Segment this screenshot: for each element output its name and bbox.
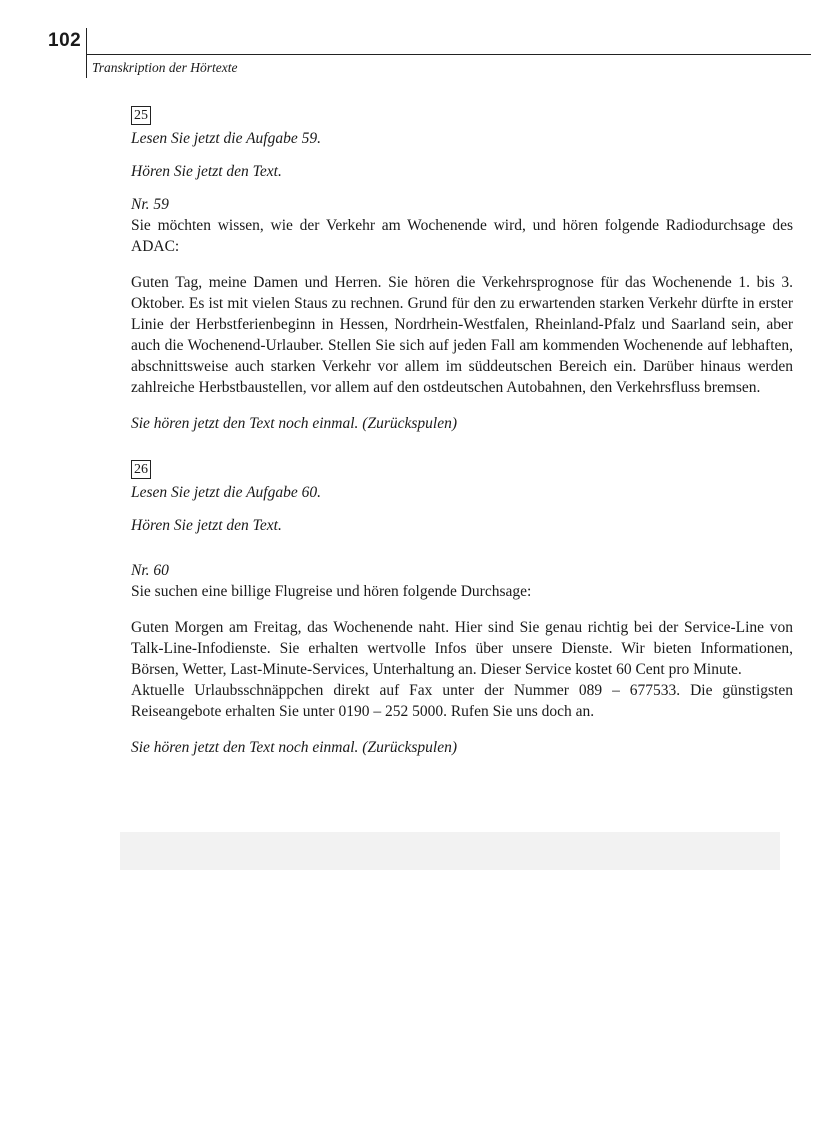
situation-text: Sie möchten wissen, wie der Verkehr am Wochenende wird, und hören folgende Radiodurchsage des ADAC: xyxy=(131,217,793,255)
track-number-box: 26 xyxy=(131,460,151,479)
repeat-instruction: Sie hören jetzt den Text noch einmal. (Zurückspulen) xyxy=(131,739,458,756)
transcript-text-continued: Aktuelle Urlaubsschnäppchen direkt auf Fax unter der Nummer 089 – 677533. Die günstigsten Reiseangebote erhalten Sie unter 0190 – 252 5000. Rufen Sie uns doch an. xyxy=(131,682,793,720)
task-number: Nr. 59 xyxy=(131,196,169,213)
transcript-text: Guten Tag, meine Damen und Herren. Sie hören die Verkehrsprognose für das Wochenende 1. bis 3. Oktober. Es ist mit vielen Staus zu rechnen. Grund für den zu erwartenden starken Verkehr dürfte in erster Linie der Herbstferienbeginn in Hessen, Nordrhein-Westfalen, Rheinland-Pfalz und Saarland sein, aber auch die Wochenend-Urlauber. Stellen Sie sich auf jeden Fall am kommenden Wochenende auf lebhaften, abschnittsweise auch starken Verkehr vor allem im süddeutschen Bereich ein. Darüber hinaus werden zahlreiche Herbstbaustellen, vor allem auf den ostdeutschen Autobahnen, den Verkehrsfluss bremsen. xyxy=(131,274,793,396)
transcript-section-26 xyxy=(131,458,793,758)
task-number: Nr. 60 xyxy=(131,562,169,579)
transcript-section-25 xyxy=(131,104,793,434)
page-content xyxy=(131,104,793,758)
instruction-read-task: Lesen Sie jetzt die Aufgabe 60. xyxy=(131,484,321,501)
page-number: 102 xyxy=(48,30,82,51)
header-horizontal-rule xyxy=(86,54,811,55)
running-head: Transkription der Hörtexte xyxy=(92,60,238,75)
instruction-read-task: Lesen Sie jetzt die Aufgabe 59. xyxy=(131,130,321,147)
transcript-text: Guten Morgen am Freitag, das Wochenende naht. Hier sind Sie genau richtig bei der Service-Line von Talk-Line-Infodienste. Sie erhalten wertvolle Infos über unsere Dienste. Wir bieten Informationen, Börsen, Wetter, Last-Minute-Services, Unterhaltung an. Dieser Service kostet 60 Cent pro Minute. xyxy=(131,619,793,678)
bleed-through-band xyxy=(120,832,780,870)
header-vertical-rule xyxy=(86,28,87,78)
instruction-listen: Hören Sie jetzt den Text. xyxy=(131,517,282,534)
repeat-instruction: Sie hören jetzt den Text noch einmal. (Zurückspulen) xyxy=(131,415,458,432)
track-number-box: 25 xyxy=(131,106,151,125)
instruction-listen: Hören Sie jetzt den Text. xyxy=(131,163,282,180)
situation-text: Sie suchen eine billige Flugreise und hören folgende Durchsage: xyxy=(131,583,532,600)
